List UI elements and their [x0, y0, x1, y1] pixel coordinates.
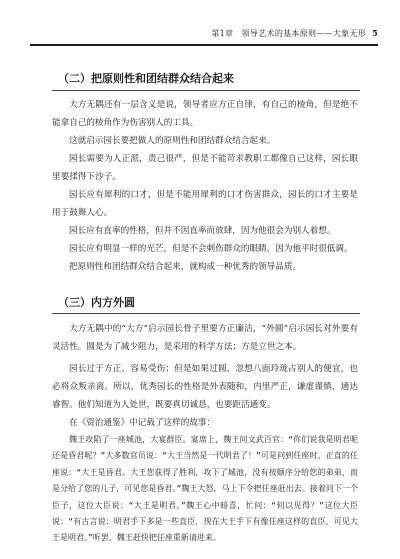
paragraph: 园长应有犀利的口才，但是不能用犀利的口才伤害群众，园长的口才主要是用于鼓舞人心。 [52, 190, 358, 218]
section-heading: （二）把原则性和团结群众结合起来 [58, 72, 234, 85]
paragraph: 在《资治通鉴》中记载了这样的故事： [69, 418, 216, 428]
section-heading: （三）内方外圆 [58, 296, 135, 309]
running-header [30, 28, 378, 44]
paragraph: 园长过于方正，容易受伤；但是如果过圆，忽想八面玲珑占别人的便宜，也必将众叛亲离。所以，优秀园长的性格是外表随和，内里严正，谦虚谨慎，通达睿智。他们知道为人处世，既要真切诚恳，也要距活通变。 [52, 364, 358, 410]
page-number: 5 [372, 28, 378, 38]
anecdote-quote: 魏王攻陷了一座城池，大宴群臣。宴席上，魏王问文武百官：“你们说我是明君呢还是昏君呢？”大多数官员说：“大王当然是一代明君了！”可是问到任座时，正直的任座说：“大王是昏君。大王您获得了胜利，攻下了城池，没有按顺序分给您的弟弟，而是分给了您的儿子，可见您是昏君。”魏王大怒，马上下令把任座赶出去。接着问下一个臣子，这位大臣说：“大王是明君。”魏王心中暗喜，忙问：“何以见得？”这位大臣说：“有古言说：明君手下多是一些直臣，现在大王手下有像任座这样的直臣，可见大王是明君。”听罢，魏王赶快把任座重新请进来。 [52, 435, 358, 543]
paragraph: 把原则性和团结群众结合起来，就构成一种优秀的领导品质。 [69, 262, 302, 272]
paragraph: 园长应有直率的性格，但并不因直率而放肆，因为他很会为别人着想。 [69, 226, 336, 236]
section-heading-rule [52, 313, 360, 314]
paragraph: 园长应有明显一样的光芒，但是不会刺伤群众的眼睛，因为他平时很低调。 [69, 244, 353, 254]
paragraph: 这就启示园长要把做人的原则性和团结群众结合起来。 [69, 136, 276, 146]
paragraph: 园长需要为人正派，责己很严，但是不能苛求教职工都像自己这样，园长眼里要揉得下沙子。 [52, 154, 358, 182]
chapter-title: 第1章 领导艺术的基本原则——大象无形 [211, 29, 367, 38]
paragraph: 大方无隅中的“大方”启示园长骨子里要方正廉洁，“外圆”启示园长对外要有灵活性。圆是为了减少阻力，是采用的科学方法；方是立世之本。 [52, 324, 358, 352]
section-heading-rule [52, 90, 360, 91]
paragraph: 大方无隅还有一层含义是说，领导者应方正自律，有自己的棱角，但是绝不能拿自己的棱角作为伤害别人的工具。 [52, 100, 358, 128]
header-rule [30, 44, 378, 46]
